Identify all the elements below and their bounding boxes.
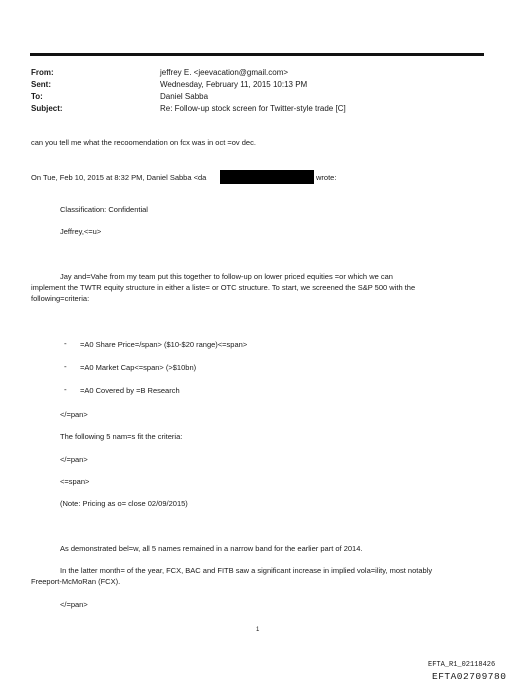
close-span-line: </=pan> [60, 410, 88, 419]
demonstrated-line: As demonstrated bel=w, all 5 names remained in a narrow band for the earlier part of 2014. [60, 544, 363, 553]
page-number: 1 [256, 627, 260, 633]
sent-label: Sent: [31, 80, 51, 89]
header-rule [30, 53, 484, 56]
redaction-box [220, 170, 314, 184]
close-span-line: </=pan> [60, 600, 88, 609]
question-line: can you tell me what the recoomendation on fcx was in oct =ov dec. [31, 138, 256, 147]
classification-line: Classification: Confidential [60, 205, 148, 214]
para1-line2: implement the TWTR equity structure in either a liste= or OTC structure. To start, we screened the S&P 500 with the [31, 283, 416, 292]
bullet-item: =A0 Share Price=/span> ($10-$20 range)<=span> [80, 340, 248, 349]
quote-intro-right: wrote: [316, 173, 337, 182]
quote-intro-left: On Tue, Feb 10, 2015 at 8:32 PM, Daniel Sabba <da [31, 173, 207, 182]
bullet-item: =A0 Market Cap<=span> (>$10bn) [80, 363, 197, 372]
bates-small: EFTA_R1_02118426 [428, 661, 496, 669]
bullet-marker: - [64, 385, 67, 394]
sent-value: Wednesday, February 11, 2015 10:13 PM [160, 80, 308, 89]
bates-large: EFTA02709780 [432, 671, 507, 682]
close-span-line: </=pan> [60, 455, 88, 464]
to-value: Daniel Sabba [160, 92, 209, 101]
greeting-line: Jeffrey,<=u> [60, 227, 102, 236]
subject-value: Re: Follow-up stock screen for Twitter-style trade [C] [160, 104, 346, 113]
bullet-marker: - [64, 362, 67, 371]
from-label: From: [31, 68, 54, 77]
names-fit-line: The following 5 nam=s fit the criteria: [60, 432, 183, 441]
open-span-line: <=span> [60, 477, 90, 486]
latter-line1: In the latter month= of the year, FCX, BAC and FITB saw a significant increase in implied vola=ility, most notably [60, 566, 433, 575]
bullet-item: =A0 Covered by =B Research [80, 386, 180, 395]
para1-line3: following=criteria: [31, 294, 90, 303]
para1-line1: Jay and=Vahe from my team put this together to follow-up on lower priced equities =or which we can [60, 272, 393, 281]
pricing-note: (Note: Pricing as o= close 02/09/2015) [60, 499, 188, 508]
from-value: jeffrey E. <jeevacation@gmail.com> [160, 68, 289, 77]
latter-line2: Freeport-McMoRan (FCX). [31, 577, 121, 586]
bullet-marker: - [64, 339, 67, 348]
subject-label: Subject: [31, 104, 63, 113]
to-label: To: [31, 92, 43, 101]
